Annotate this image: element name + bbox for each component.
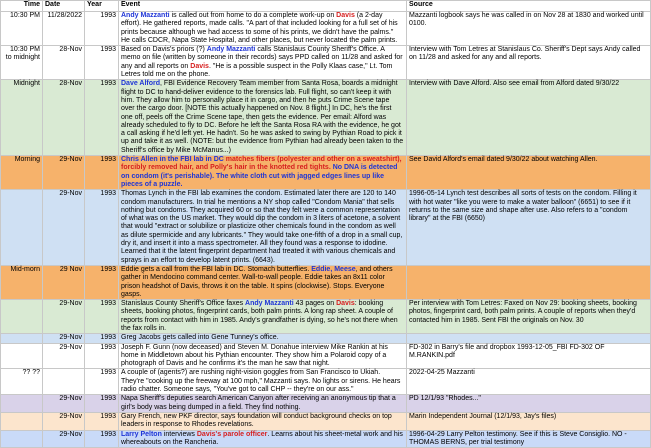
cell-time[interactable]: Mid-morn (1, 265, 43, 299)
cell-year[interactable]: 1993 (85, 412, 119, 430)
table-body (1, 12, 651, 448)
cell-event[interactable] (119, 190, 407, 266)
event-highlight: matches fibers (polyester and other on a sweatshirt), forcibly removed hair, and Polly's hair in the knotted red tights. (121, 156, 402, 172)
event-highlight: Davis's parole officer (196, 430, 268, 438)
cell-source[interactable]: PD 12/1/93 "Rhodes..." (407, 395, 651, 413)
cell-date[interactable]: 29-Nov (43, 430, 85, 448)
table-row (1, 12, 651, 46)
cell-year[interactable]: 1993 (85, 265, 119, 299)
table-row (1, 265, 651, 299)
event-text: , FBI Evidence Recovery Team member from Santa Rosa, boards a midnight flight to DC to hand-deliver evidence to the forensics lab. Full flight, so can't keep it with him. They allow him to personally place it in cargo, and then he puts Crime Scene tape over the cargo door. [NOTE this actually happened on Nov. 8 flight.] In DC, he's the first one off, peels off the Crime Scene tape, then gets the evidence. Per email: Alford was already scheduled to fly to DC. Before he left the Santa Rosa RA with the evidence, he got a call asking if he'd left yet. He hadn't. So he was asked to swing by Pythian Road to pick it up and take it as well. (NOTE: but the evidence from Pythian had already been taken to the Sheriff's office by Mike McManus...) (121, 80, 404, 154)
cell-time[interactable] (1, 395, 43, 413)
header-year[interactable]: Year (85, 1, 119, 12)
event-highlight: Dave Alford (121, 80, 161, 88)
event-text: . "He is a possible suspect in the Polly Klaas case," Lt. Tom Letres told me on the phone. (121, 62, 393, 79)
cell-event[interactable] (119, 395, 407, 413)
cell-source[interactable] (407, 265, 651, 299)
event-text: Napa Sheriff's deputies search American Canyon after receiving an anonymous tip that a girl's body was being dumped in a field. They find nothing. (121, 395, 396, 411)
cell-event[interactable] (119, 265, 407, 299)
table-row (1, 343, 651, 369)
cell-event[interactable] (119, 343, 407, 369)
cell-time[interactable] (1, 412, 43, 430)
event-text: interviews (161, 430, 197, 438)
event-text: Greg Jacobs gets called into Gene Tunney's office. (121, 334, 279, 342)
table-row (1, 300, 651, 334)
cell-date[interactable]: 29-Nov (43, 300, 85, 334)
cell-source[interactable]: 2022-04-25 Mazzanti (407, 369, 651, 395)
event-text: , and others gather in Mendocino command center. Wall-to-wall people. Eddie takes an 8x11 color prison headshot of Davis, throws it on the table. It spins (clockwise). Stops. Everyone gasps. (121, 265, 393, 298)
event-highlight: No DNA is detected on condom (it's perishable). The white cloth cut with jagged edges lines up like pieces of a puzzle. (121, 164, 398, 188)
cell-time[interactable] (1, 343, 43, 369)
cell-event[interactable] (119, 12, 407, 46)
cell-event[interactable] (119, 156, 407, 190)
cell-year[interactable]: 1993 (85, 369, 119, 395)
event-highlight: Andy Mazzanti (206, 46, 256, 54)
cell-year[interactable]: 1993 (85, 430, 119, 448)
event-highlight: Andy Mazzanti (121, 12, 170, 19)
event-text: (a 2-day effort). He gathered reports, made calls. "A part of that included looking for a full set of his prints because although we had access to some of his prints, we didn't have the palms." He calls CDCR, Napa State Hospital, and other places, but never located the palm prints. (121, 12, 398, 44)
header-row (1, 1, 651, 12)
cell-source[interactable]: Interview with Dave Alford. Also see email from Alford dated 9/30/22 (407, 80, 651, 156)
event-text: : booking sheets, booking photos, fingerprint cards, both palm prints. A long rap sheet. A couple of reports from contact with him in 1985. Andy's grandfather is dying, so he's not there when the fax rolls in. (121, 300, 398, 332)
event-text: Eddie gets a call from the FBI lab in DC. Stomach butterflies. (121, 265, 312, 273)
cell-date[interactable]: 11/28/2022 (43, 12, 85, 46)
table-row (1, 334, 651, 343)
cell-year[interactable]: 1993 (85, 156, 119, 190)
cell-time[interactable] (1, 190, 43, 266)
cell-date[interactable]: 28-Nov (43, 46, 85, 80)
cell-time[interactable] (1, 430, 43, 448)
cell-year[interactable]: 1993 (85, 46, 119, 80)
event-text: A couple of (agents?) are rushing night-vision goggles from San Francisco to Ukiah. They're "cooking up the freeway at 100 mph," Mazzanti says. No lights or sirens. He hears radio chatter. Someone says, "You've got to call CHP -- they're on our ass." (121, 369, 401, 394)
event-text: Joseph F. Gunn (now deceased) and Steven M. Donahue interview Mike Rankin at his home in Middletown about his Pythian encounter. They show him a Polaroid copy of a photograph of Davis and he confirms it's the man he saw that night. (121, 343, 388, 368)
cell-time[interactable]: 10:30 PM (1, 12, 43, 46)
cell-event[interactable] (119, 46, 407, 80)
cell-time[interactable] (1, 300, 43, 334)
event-text: is called out from home to do a complete work-up on (169, 12, 337, 19)
cell-date[interactable]: 29-Nov (43, 156, 85, 190)
event-highlight: Davis (190, 62, 209, 70)
cell-time[interactable] (1, 334, 43, 343)
cell-source[interactable]: FD-302 in Barry's file and dropbox 1993-12-05_FBI FD-302 OF M.RANKIN.pdf (407, 343, 651, 369)
cell-year[interactable]: 1993 (85, 80, 119, 156)
cell-year[interactable]: 1993 (85, 12, 119, 46)
cell-year[interactable]: 1993 (85, 190, 119, 266)
cell-event[interactable] (119, 412, 407, 430)
cell-source[interactable]: Mazzanti logbook says he was called in on Nov 28 at 1830 and worked until 0100. (407, 12, 651, 46)
header-event[interactable]: Event (119, 1, 407, 12)
table-row (1, 80, 651, 156)
cell-year[interactable]: 1993 (85, 395, 119, 413)
table-row (1, 190, 651, 266)
cell-date[interactable]: 28-Nov (43, 80, 85, 156)
cell-source[interactable]: Interview with Tom Letres at Stanislaus Co. Sheriff's Dept says Andy called on 11/28 and asked for any and all reports. (407, 46, 651, 80)
event-highlight: Davis (336, 300, 355, 308)
header-time[interactable]: Time (1, 1, 43, 12)
table-row (1, 46, 651, 80)
event-text: 43 pages on (293, 300, 337, 308)
cell-year[interactable]: 1993 (85, 300, 119, 334)
cell-time[interactable]: Midnight (1, 80, 43, 156)
table-row (1, 412, 651, 430)
cell-source[interactable]: Per interview with Tom Letres: Faxed on Nov 29: booking sheets, booking photos, fingerprint card, both palm prints. A couple of reports when they'd contacted him in 1985. Sent FBI the originals on Nov. 30 (407, 300, 651, 334)
event-highlight: Chris Allen in the FBI lab in DC (121, 156, 224, 164)
cell-source[interactable] (407, 334, 651, 343)
cell-date[interactable]: 29-Nov (43, 412, 85, 430)
header-date[interactable]: Date (43, 1, 85, 12)
cell-source[interactable]: Marin Independent Journal (12/1/93, Jay's files) (407, 412, 651, 430)
event-highlight: Andy Mazzanti (245, 300, 294, 308)
table-row (1, 395, 651, 413)
event-text: Based on Davis's priors (?) (121, 46, 207, 54)
event-text: Thomas Lynch in the FBI lab examines the condom. Estimated later there are 120 to 140 condom manufacturers. In trial he mentions a NY shop called "Condom Mania" that sells nothing but condoms. They acquired 60 or so that they felt were a common representation of what was on the US market. They would dip the condom in 3 liters of acetone, a solvent that would "extract or solubilize or plasticize other chemicals found in the condom as well as dilute spermicide and any lubricants." They would take one-fifth of a drop in a small cup, dry it, and insert it into a mass spectrometer. All they found was a response to idodine. Learned that it the latent fingerprint department had treated it with various chemicals and sprays in an effort to develop latent prints. (6643). (121, 190, 403, 264)
cell-event[interactable] (119, 369, 407, 395)
event-highlight: Larry Pelton (121, 430, 162, 438)
cell-source[interactable]: See David Alford's email dated 9/30/22 about watching Allen. (407, 156, 651, 190)
table-row (1, 430, 651, 448)
cell-date[interactable] (43, 369, 85, 395)
cell-date[interactable]: 29-Nov (43, 343, 85, 369)
event-highlight: Davis (336, 12, 355, 19)
cell-event[interactable] (119, 334, 407, 343)
table-row (1, 369, 651, 395)
event-text: calls Stanislaus County Sheriff's Office. A memo on file (written by someone in their records) says PPD called on 11/28 and asked for any and all reports on (121, 46, 403, 70)
cell-year[interactable]: 1993 (85, 334, 119, 343)
cell-time[interactable]: ?? ?? (1, 369, 43, 395)
event-text: . Learns about his sheet-metal work and his whereabouts on the Rancheria. (121, 430, 403, 446)
cell-event[interactable] (119, 300, 407, 334)
header-source[interactable]: Source (407, 1, 651, 12)
event-text: Gary French, new PKF director, says foundation will conduct background checks on top leaders in response to Rhodes revelations. (121, 412, 392, 429)
cell-date[interactable]: 29-Nov (43, 334, 85, 343)
cell-event[interactable] (119, 430, 407, 448)
cell-event[interactable] (119, 80, 407, 156)
cell-time[interactable]: 10:30 PM to midnight (1, 46, 43, 80)
cell-source[interactable]: 1996-04-29 Larry Pelton testimony. See if this is Steve Consiglio. NO - THOMAS BERNS, per trial testimony (407, 430, 651, 448)
cell-date[interactable]: 29 Nov (43, 265, 85, 299)
event-text: Stanislaus County Sheriff's Office faxes (121, 300, 246, 308)
cell-date[interactable]: 29-Nov (43, 190, 85, 266)
cell-source[interactable]: 1996-05-14 Lynch test describes all sorts of tests on the condom. Filling it with hot water "like you were to make a water balloon" (6651) to see if it returns to the same size and shape after use. Also refers to a "condom library" at the FBI (6650) (407, 190, 651, 266)
cell-time[interactable]: Morning (1, 156, 43, 190)
cell-date[interactable]: 29-Nov (43, 395, 85, 413)
table-row (1, 156, 651, 190)
cell-year[interactable]: 1993 (85, 343, 119, 369)
event-highlight: Eddie, Meese (311, 265, 356, 273)
